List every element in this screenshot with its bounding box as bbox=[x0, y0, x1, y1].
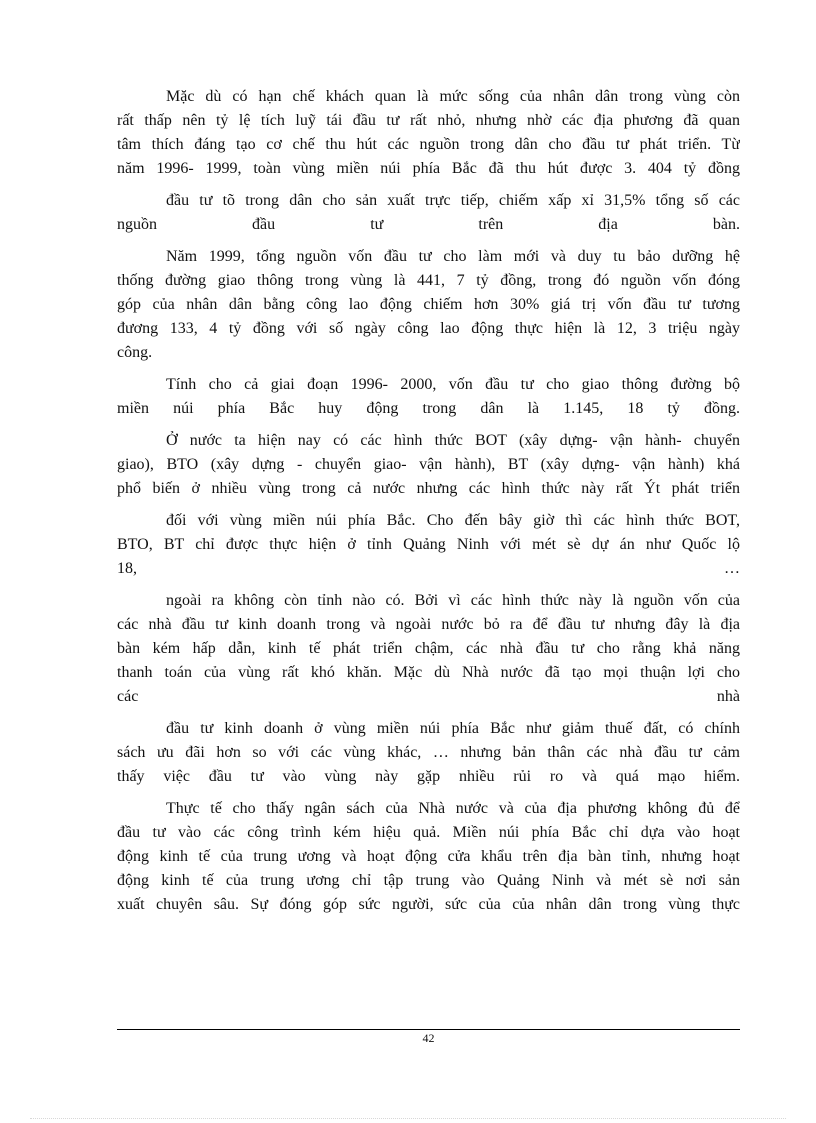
text-line: Mặc dù có hạn chế khách quan là mức sống của nhân dân trong vùng còn bbox=[166, 88, 740, 105]
text-line: nguồn đầu tư trên địa bàn. bbox=[117, 216, 740, 233]
text-line: Năm 1999, tổng nguồn vốn đầu tư cho làm mới và duy tu bảo dưỡng hệ bbox=[166, 248, 740, 265]
text-line: đương 133, 4 tỷ đồng với số ngày công lao động thực hiện là 12, 3 triệu ngày bbox=[117, 320, 740, 337]
text-line: thống đường giao thông trong vùng là 441, 7 tỷ đồng, trong đó nguồn vốn đóng bbox=[117, 272, 740, 289]
text-line: đầu tư kinh doanh ở vùng miền núi phía Bắc như giảm thuế đất, có chính bbox=[166, 720, 740, 737]
text-line: sách ưu đãi hơn so với các vùng khác, … nhưng bản thân các nhà đầu tư cảm bbox=[117, 744, 740, 761]
text-line: động kinh tế của trung ương chỉ tập trung vào Quảng Ninh và mét sè nơi sản bbox=[117, 872, 740, 889]
text-line: đầu tư vào các công trình kém hiệu quả. Miền núi phía Bắc chỉ dựa vào hoạt bbox=[117, 824, 740, 841]
text-line: đầu tư tõ trong dân cho sản xuất trực tiếp, chiếm xấp xỉ 31,5% tổng số các bbox=[166, 192, 740, 209]
text-line: các nhà bbox=[117, 688, 740, 705]
text-line: rất thấp nên tỷ lệ tích luỹ tái đầu tư rất nhỏ, nhưng nhờ các địa phương đã quan bbox=[117, 112, 740, 129]
footer-rule bbox=[117, 1029, 740, 1030]
text-line: Ở nước ta hiện nay có các hình thức BOT (xây dựng- vận hành- chuyển bbox=[166, 432, 740, 449]
text-line: các nhà đầu tư kinh doanh trong và ngoài nước bỏ ra để đầu tư nhưng đây là địa bbox=[117, 616, 740, 633]
text-line: phổ biến ở nhiều vùng trong cả nước nhưng các hình thức này rất Ýt phát triển bbox=[117, 480, 740, 497]
text-line: 18, … bbox=[117, 560, 740, 577]
text-line: BTO, BT chỉ được thực hiện ở tỉnh Quảng Ninh với mét sè dự án như Quốc lộ bbox=[117, 536, 740, 553]
text-line: năm 1996- 1999, toàn vùng miền núi phía Bắc đã thu hút được 3. 404 tỷ đồng bbox=[117, 160, 740, 177]
text-line: miền núi phía Bắc huy động trong dân là 1.145, 18 tỷ đồng. bbox=[117, 400, 740, 417]
text-line: thấy việc đầu tư vào vùng này gặp nhiều rủi ro và quá mạo hiểm. bbox=[117, 768, 740, 785]
page-number: 42 bbox=[422, 1031, 435, 1045]
text-line: tâm thích đáng tạo cơ chế thu hút các nguồn trong dân cho đầu tư phát triển. Từ bbox=[117, 136, 740, 153]
page-bottom-edge bbox=[30, 1118, 786, 1119]
text-line: bàn kém hấp dẫn, kinh tế phát triển chậm, các nhà đầu tư cho rằng khả năng bbox=[117, 640, 740, 657]
text-line: xuất chuyên sâu. Sự đóng góp sức người, sức của của nhân dân trong vùng thực bbox=[117, 896, 740, 913]
text-line: Thực tế cho thấy ngân sách của Nhà nước và của địa phương không đủ để bbox=[166, 800, 740, 817]
text-line: ngoài ra không còn tỉnh nào có. Bởi vì các hình thức này là nguồn vốn của bbox=[166, 592, 740, 609]
text-line: thanh toán của vùng rất khó khăn. Mặc dù Nhà nước đã tạo mọi thuận lợi cho bbox=[117, 664, 740, 681]
text-line: giao), BTO (xây dựng - chuyển giao- vận hành), BT (xây dựng- vận hành) khá bbox=[117, 456, 740, 473]
text-line: động kinh tế của trung ương và hoạt động cửa khẩu trên địa bàn tỉnh, nhưng hoạt bbox=[117, 848, 740, 865]
text-line: công. bbox=[117, 344, 153, 361]
text-line: góp của nhân dân bằng công lao động chiếm hơn 30% giá trị vốn đầu tư tương bbox=[117, 296, 740, 313]
text-line: Tính cho cả giai đoạn 1996- 2000, vốn đầu tư cho giao thông đường bộ bbox=[166, 376, 740, 393]
text-line: đối với vùng miền núi phía Bắc. Cho đến bây giờ thì các hình thức BOT, bbox=[166, 512, 740, 529]
